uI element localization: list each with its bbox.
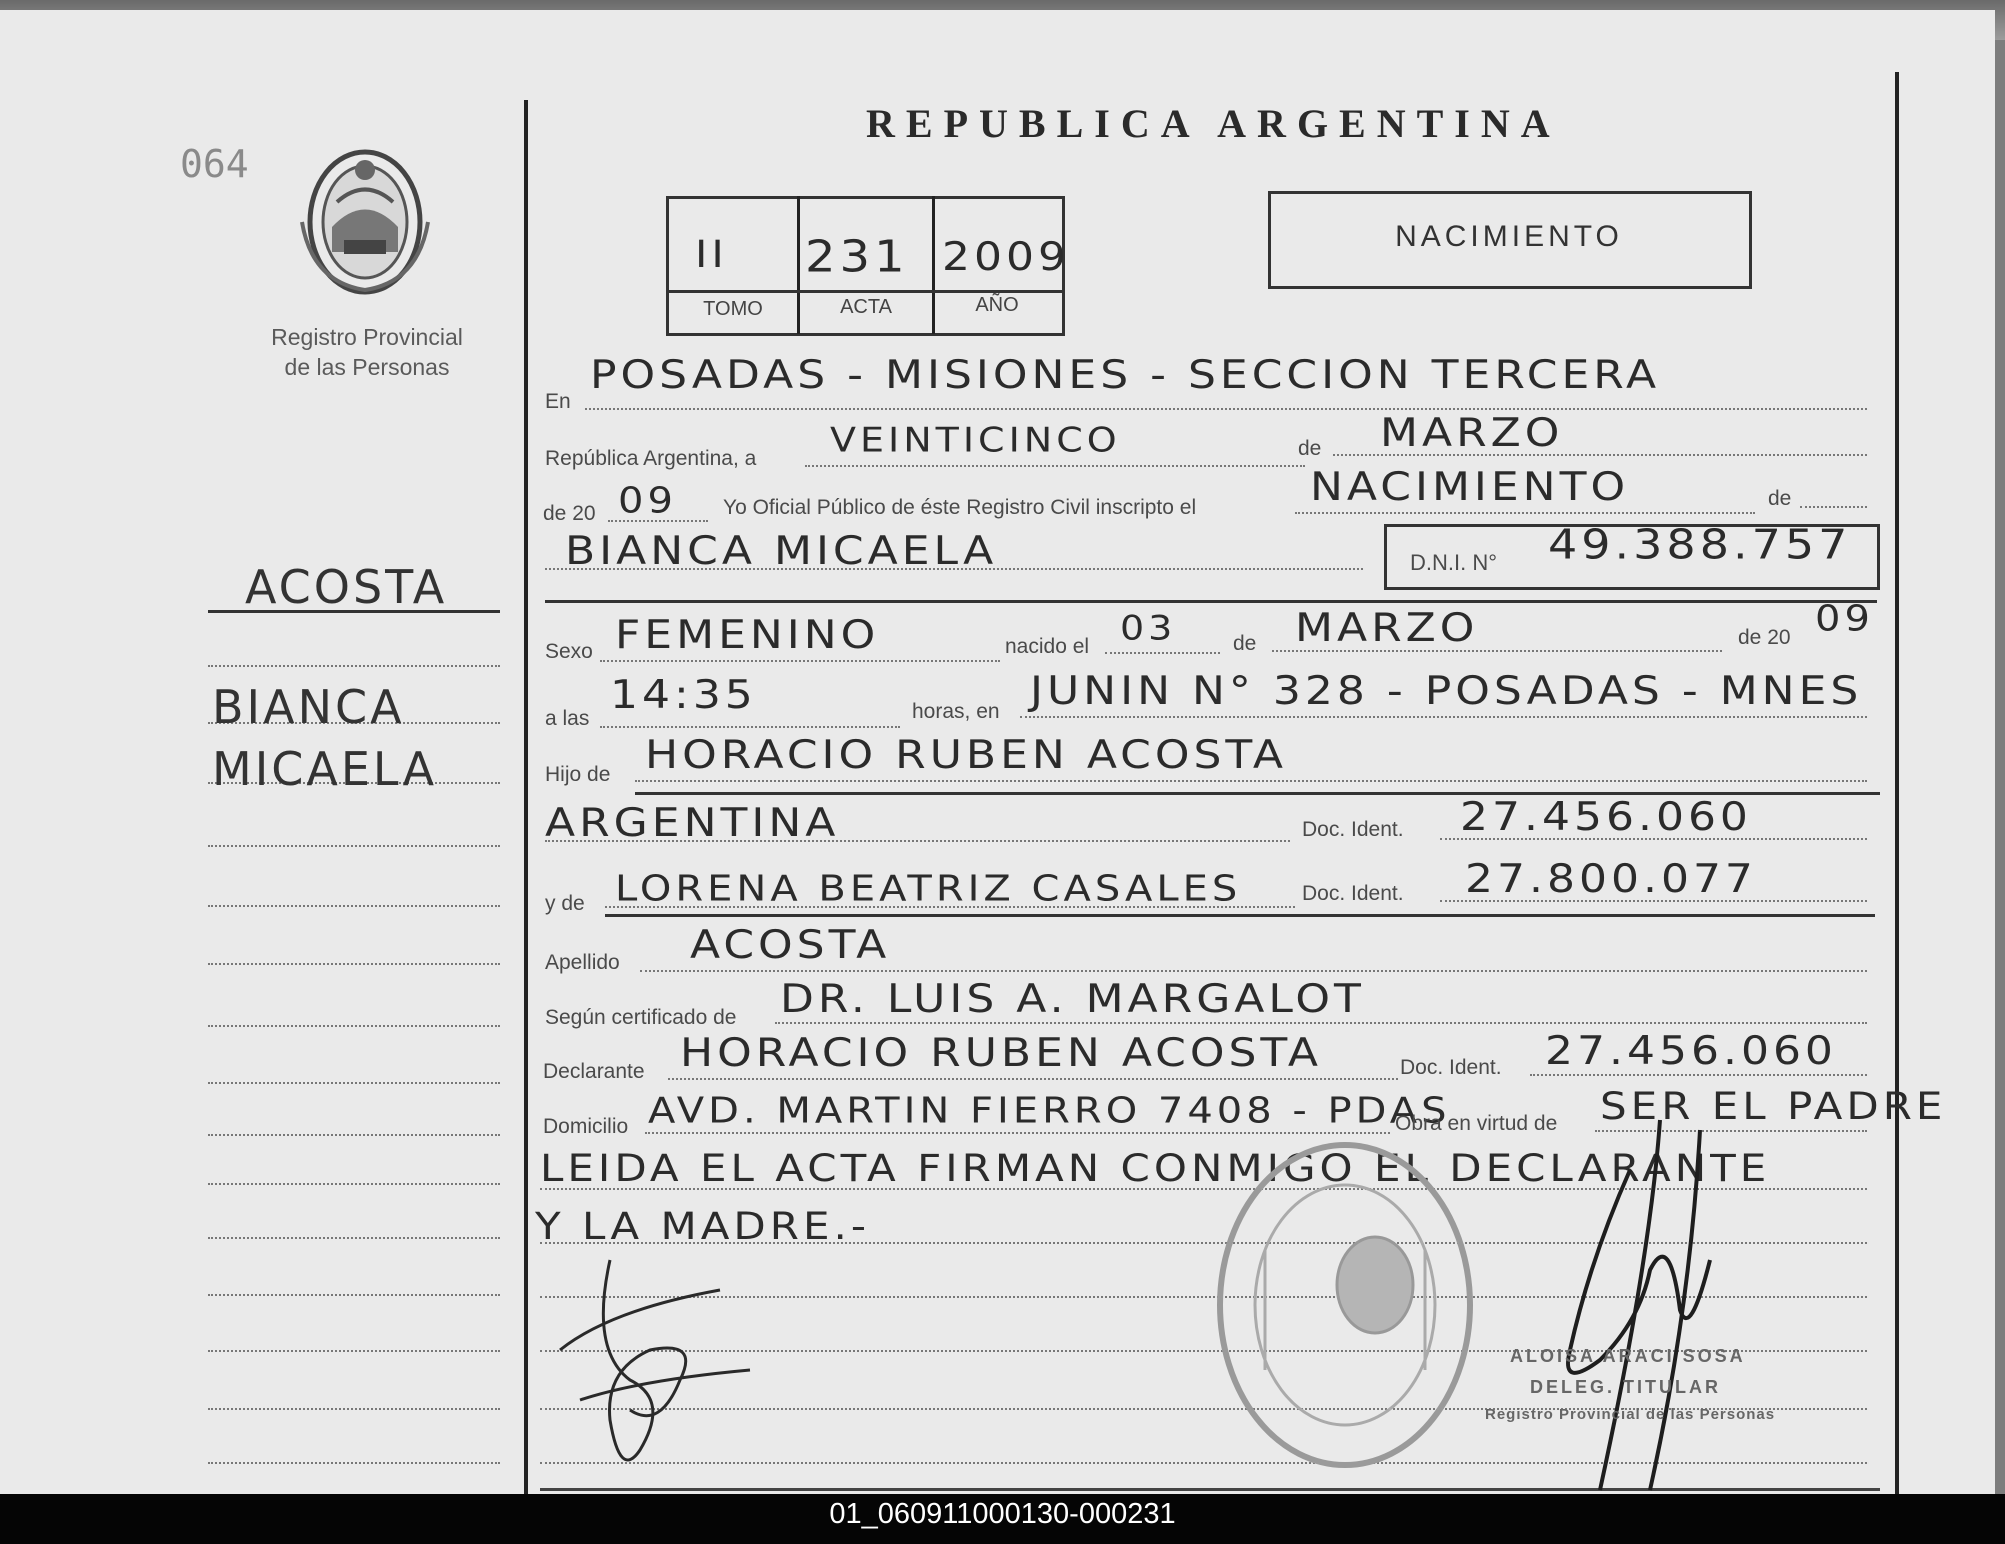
tomo-label: TOMO — [703, 298, 763, 320]
value-doc-padre: 27.456.060 — [1460, 794, 1752, 840]
label-en: En — [545, 390, 571, 413]
form-line — [1105, 652, 1220, 654]
value-obra: SER EL PADRE — [1600, 1084, 1947, 1129]
value-doc-madre: 27.800.077 — [1465, 856, 1757, 902]
margin-rule — [208, 1237, 500, 1239]
right-frame-rule — [1895, 72, 1899, 1494]
label-declarante: Declarante — [543, 1060, 645, 1083]
form-rule — [605, 914, 1875, 917]
signature-left-icon — [520, 1230, 800, 1500]
margin-rule — [208, 1294, 500, 1296]
label-segun: Según certificado de — [545, 1006, 737, 1029]
value-declarante: HORACIO RUBEN ACOSTA — [680, 1030, 1322, 1076]
form-line — [805, 465, 1305, 467]
value-dni: 49.388.757 — [1548, 520, 1852, 569]
label-hijo-de: Hijo de — [545, 763, 611, 786]
label-de-mid: de — [1233, 632, 1257, 655]
label-de20-end: de 20 — [1738, 626, 1791, 649]
label-sexo: Sexo — [545, 640, 593, 663]
official-stamp-line2: DELEG. TITULAR — [1530, 1377, 1721, 1397]
form-line — [775, 1022, 1867, 1024]
label-nacido-el: nacido el — [1005, 635, 1090, 658]
value-madre: LORENA BEATRIZ CASALES — [615, 868, 1242, 910]
margin-rule — [208, 1082, 500, 1084]
form-line — [1295, 512, 1755, 514]
value-lugar: POSADAS - MISIONES - SECCION TERCERA — [590, 352, 1661, 398]
margin-rule — [208, 1183, 500, 1185]
label-domicilio: Domicilio — [543, 1115, 629, 1138]
value-obs-line2: Y LA MADRE.- — [535, 1204, 870, 1249]
value-doc-declarante: 27.456.060 — [1545, 1028, 1837, 1074]
value-lugar-nac: JUNIN N° 328 - POSADAS - MNES — [1030, 668, 1863, 714]
ano-value: 2009 — [942, 234, 1070, 280]
margin-rule — [208, 905, 500, 907]
label-doc-ident-1: Doc. Ident. — [1302, 818, 1404, 841]
form-line — [1800, 506, 1867, 508]
margin-name-line2: MICAELA — [212, 742, 438, 796]
form-line — [545, 840, 1290, 842]
label-dni: D.N.I. N° — [1410, 550, 1498, 575]
registry-name-line2: de las Personas — [284, 354, 450, 380]
signature-right-icon — [1530, 1110, 1760, 1500]
margin-name-line1: BIANCA — [212, 680, 405, 734]
record-box-divider — [666, 290, 1062, 293]
margin-rule — [208, 665, 500, 667]
value-certificado: DR. LUIS A. MARGALOT — [780, 976, 1365, 1022]
value-anio-nac: 09 — [1815, 598, 1874, 640]
value-mes: MARZO — [1380, 410, 1564, 456]
label-republica: República Argentina, a — [545, 447, 757, 470]
record-type: NACIMIENTO — [1395, 220, 1623, 253]
form-line — [600, 660, 1000, 662]
label-oficial: Yo Oficial Público de éste Registro Civil inscripto el — [723, 496, 1197, 519]
form-line — [635, 780, 1867, 782]
official-seal-icon — [1205, 1130, 1485, 1480]
footer-filename: 01_060911000130-000231 — [829, 1498, 1176, 1530]
margin-rule — [208, 963, 500, 965]
value-dia-nac: 03 — [1120, 608, 1177, 648]
form-line — [585, 408, 1867, 410]
margin-rule — [208, 1134, 500, 1136]
value-mes-nac: MARZO — [1295, 605, 1479, 651]
official-stamp-line1: ALOISA ARACI SOSA — [1510, 1346, 1746, 1366]
document-header: REPUBLICA ARGENTINA — [866, 101, 1561, 146]
value-domicilio: AVD. MARTIN FIERRO 7408 - PDAS — [648, 1090, 1451, 1132]
value-anio-sufijo: 09 — [618, 480, 677, 522]
margin-rule — [208, 1025, 500, 1027]
label-apellido: Apellido — [545, 951, 620, 974]
ano-label: AÑO — [975, 294, 1019, 316]
value-nombre: BIANCA MICAELA — [565, 528, 998, 574]
value-nacionalidad: ARGENTINA — [545, 800, 840, 846]
label-a-las: a las — [545, 707, 590, 730]
margin-rule — [208, 1408, 500, 1410]
label-de: de — [1298, 437, 1322, 460]
label-y-de: y de — [545, 892, 585, 915]
label-doc-ident-2: Doc. Ident. — [1302, 882, 1404, 905]
label-obra: Obra en virtud de — [1395, 1112, 1558, 1135]
acta-value: 231 — [805, 232, 909, 283]
form-line — [600, 726, 900, 728]
value-padre: HORACIO RUBEN ACOSTA — [645, 732, 1287, 778]
form-line — [640, 970, 1867, 972]
label-de-end: de — [1768, 487, 1792, 510]
registry-name — [232, 322, 502, 382]
margin-rule — [208, 1462, 500, 1464]
value-tipo: NACIMIENTO — [1310, 464, 1630, 510]
form-line — [1530, 1074, 1867, 1076]
margin-number: 064 — [180, 142, 249, 186]
label-de20: de 20 — [543, 502, 596, 525]
value-hora: 14:35 — [610, 672, 757, 718]
value-dia-texto: VEINTICINCO — [830, 420, 1121, 460]
value-apellido: ACOSTA — [690, 922, 891, 968]
registry-name-line1: Registro Provincial — [271, 324, 463, 350]
label-horas-en: horas, en — [912, 700, 1000, 723]
form-line — [1020, 716, 1867, 718]
margin-rule — [208, 845, 500, 847]
value-obs-line1: LEIDA EL ACTA FIRMAN CONMIGO EL DECLARANTE — [540, 1146, 1771, 1191]
coat-of-arms-icon — [292, 132, 438, 300]
official-stamp-line3: Registro Provincial de las Personas — [1485, 1406, 1776, 1423]
margin-rule — [208, 1350, 500, 1352]
tomo-value: II — [695, 232, 728, 277]
form-rule — [545, 600, 1877, 603]
acta-label: ACTA — [840, 296, 892, 318]
margin-surname: ACOSTA — [245, 560, 448, 614]
label-doc-ident-3: Doc. Ident. — [1400, 1056, 1502, 1079]
form-line — [545, 568, 1363, 570]
value-sexo: FEMENINO — [615, 612, 880, 658]
form-line — [668, 1078, 1398, 1080]
